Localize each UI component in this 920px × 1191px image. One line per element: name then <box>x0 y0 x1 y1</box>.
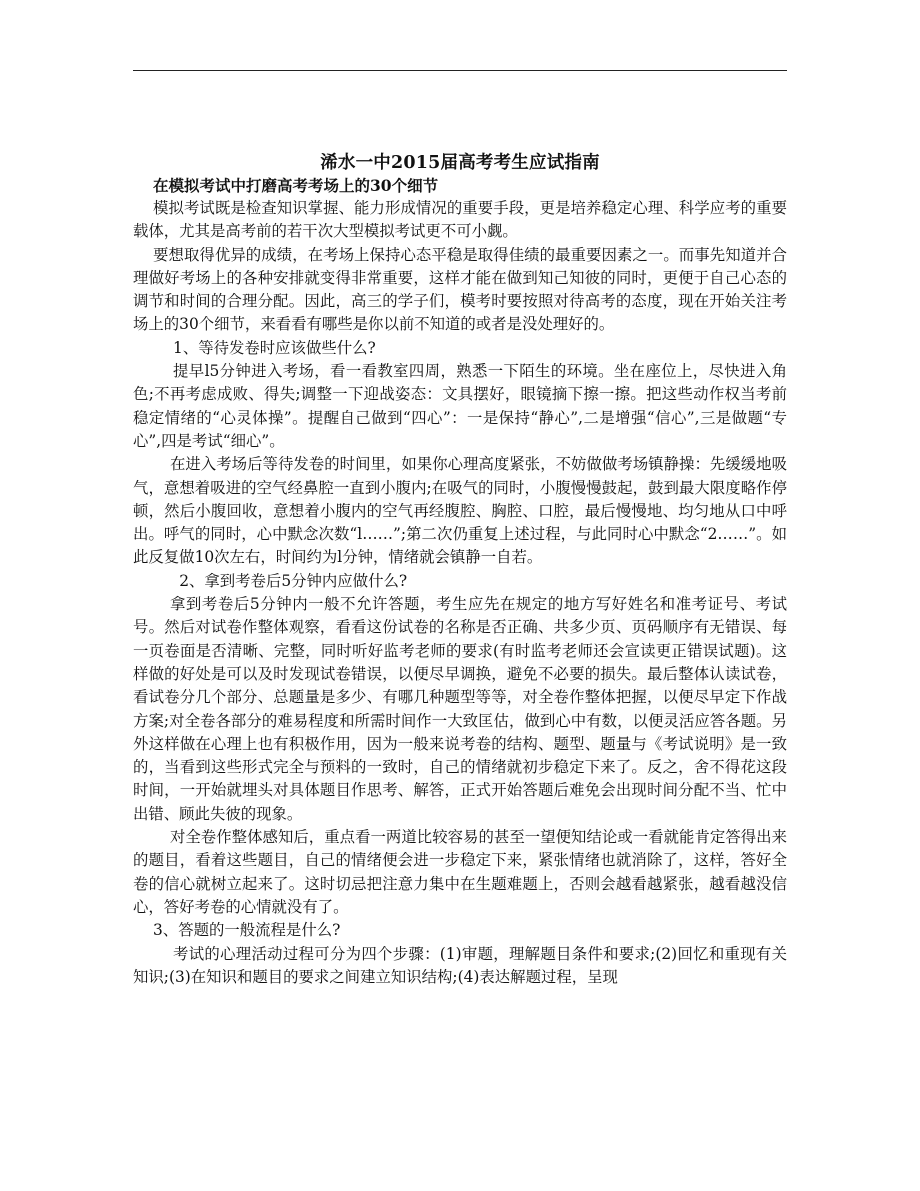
document-subtitle: 在模拟考试中打磨高考考场上的30个细节 <box>153 176 439 195</box>
section-heading-2: 2、拿到考卷后5分钟内应做什么? <box>179 571 408 590</box>
paragraph-section-3a: 考试的心理活动过程可分为四个步骤：(1)审题，理解题目条件和要求;(2)回忆和重现有关知识;(3)在知识和题目的要求之间建立知识结构;(4)表达解题过程，呈现 <box>133 944 787 986</box>
document-title: 浠水一中2015届高考考生应试指南 <box>320 153 600 173</box>
paragraph-section-2b: 对全卷作整体感知后，重点看一两道比较容易的甚至一望便知结论或一看就能肯定答得出来的题目，看着这些题目，自己的情绪便会进一步稳定下来，紧张情绪也就消除了，这样，答好全卷的信心就树立起来了。这时切忌把注意力集中在生题难题上，否则会越看越紧张，越看越没信心，答好考卷的心情就没有了。 <box>133 828 787 916</box>
section-heading-1: 1、等待发卷时应该做些什么? <box>173 338 376 357</box>
paragraph-section-1b: 在进入考场后等待发卷的时间里，如果你心理高度紧张，不妨做做考场镇静操：先缓缓地吸气，意想着吸进的空气经鼻腔一直到小腹内;在吸气的同时，小腹慢慢鼓起，鼓到最大限度略作停顿，然后小腹回收，意想着小腹内的空气再经腹腔、胸腔、口腔，最后慢慢地、均匀地从口中呼出。呼气的同时，心中默念次数“l……”;第二次仍重复上述过程，与此同时心中默念“2……”。如此反复做10次左右，时间约为l分钟，情绪就会镇静一自若。 <box>133 455 787 567</box>
section-heading-3: 3、答题的一般流程是什么? <box>153 921 341 940</box>
document-body <box>133 152 787 989</box>
header-rule <box>133 70 787 71</box>
paragraph-intro-1: 模拟考试既是检查知识掌握、能力形成情况的重要手段，更是培养稳定心理、科学应考的重要载体，尤其是高考前的若干次大型模拟考试更不可小觑。 <box>133 199 787 241</box>
paragraph-intro-2: 要想取得优异的成绩，在考场上保持心态平稳是取得佳绩的最重要因素之一。而事先知道并合理做好考场上的各种安排就变得非常重要，这样才能在做到知己知彼的同时，更便于自己心态的调节和时间的合理分配。因此，高三的学子们，模考时要按照对待高考的态度，现在开始关注考场上的30个细节，来看看有哪些是你以前不知道的或者是没处理好的。 <box>133 245 787 334</box>
paragraph-section-2a: 拿到考卷后5分钟内一般不允许答题，考生应先在规定的地方写好姓名和准考证号、考试号。然后对试卷作整体观察，看看这份试卷的名称是否正确、共多少页、页码顺序有无错误、每一页卷面是否清晰、完整，同时听好监考老师的要求(有时监考老师还会宣读更正错误试题)。这样做的好处是可以及时发现试卷错误，以便尽早调换，避免不必要的损失。最后整体认读试卷，看试卷分几个部分、总题量是多少、有哪几种题型等等，对全卷作整体把握，以便尽早定下作战方案;对全卷各部分的难易程度和所需时间作一大致匡估，做到心中有数，以便灵活应答各题。另外这样做在心理上也有积极作用，因为一般来说考卷的结构、题型、题量与《考试说明》是一致的，当看到这些形式完全与预料的一致时，自己的情绪就初步稳定下来了。反之，舍不得花这段时间，一开始就埋头对具体题目作思考、解答，正式开始答题后难免会出现时间分配不当、忙中出错、顾此失彼的现象。 <box>133 595 787 823</box>
paragraph-section-1a: 提早l5分钟进入考场，看一看教室四周，熟悉一下陌生的环境。坐在座位上，尽快进入角色;不再考虑成败、得失;调整一下迎战姿态：文具摆好，眼镜摘下擦一擦。把这些动作权当考前稳定情绪的“心灵体操”。提醒自己做到“四心”：一是保持“静心”,二是增强“信心”,三是做题“专心”,四是考试“细心”。 <box>133 362 787 450</box>
